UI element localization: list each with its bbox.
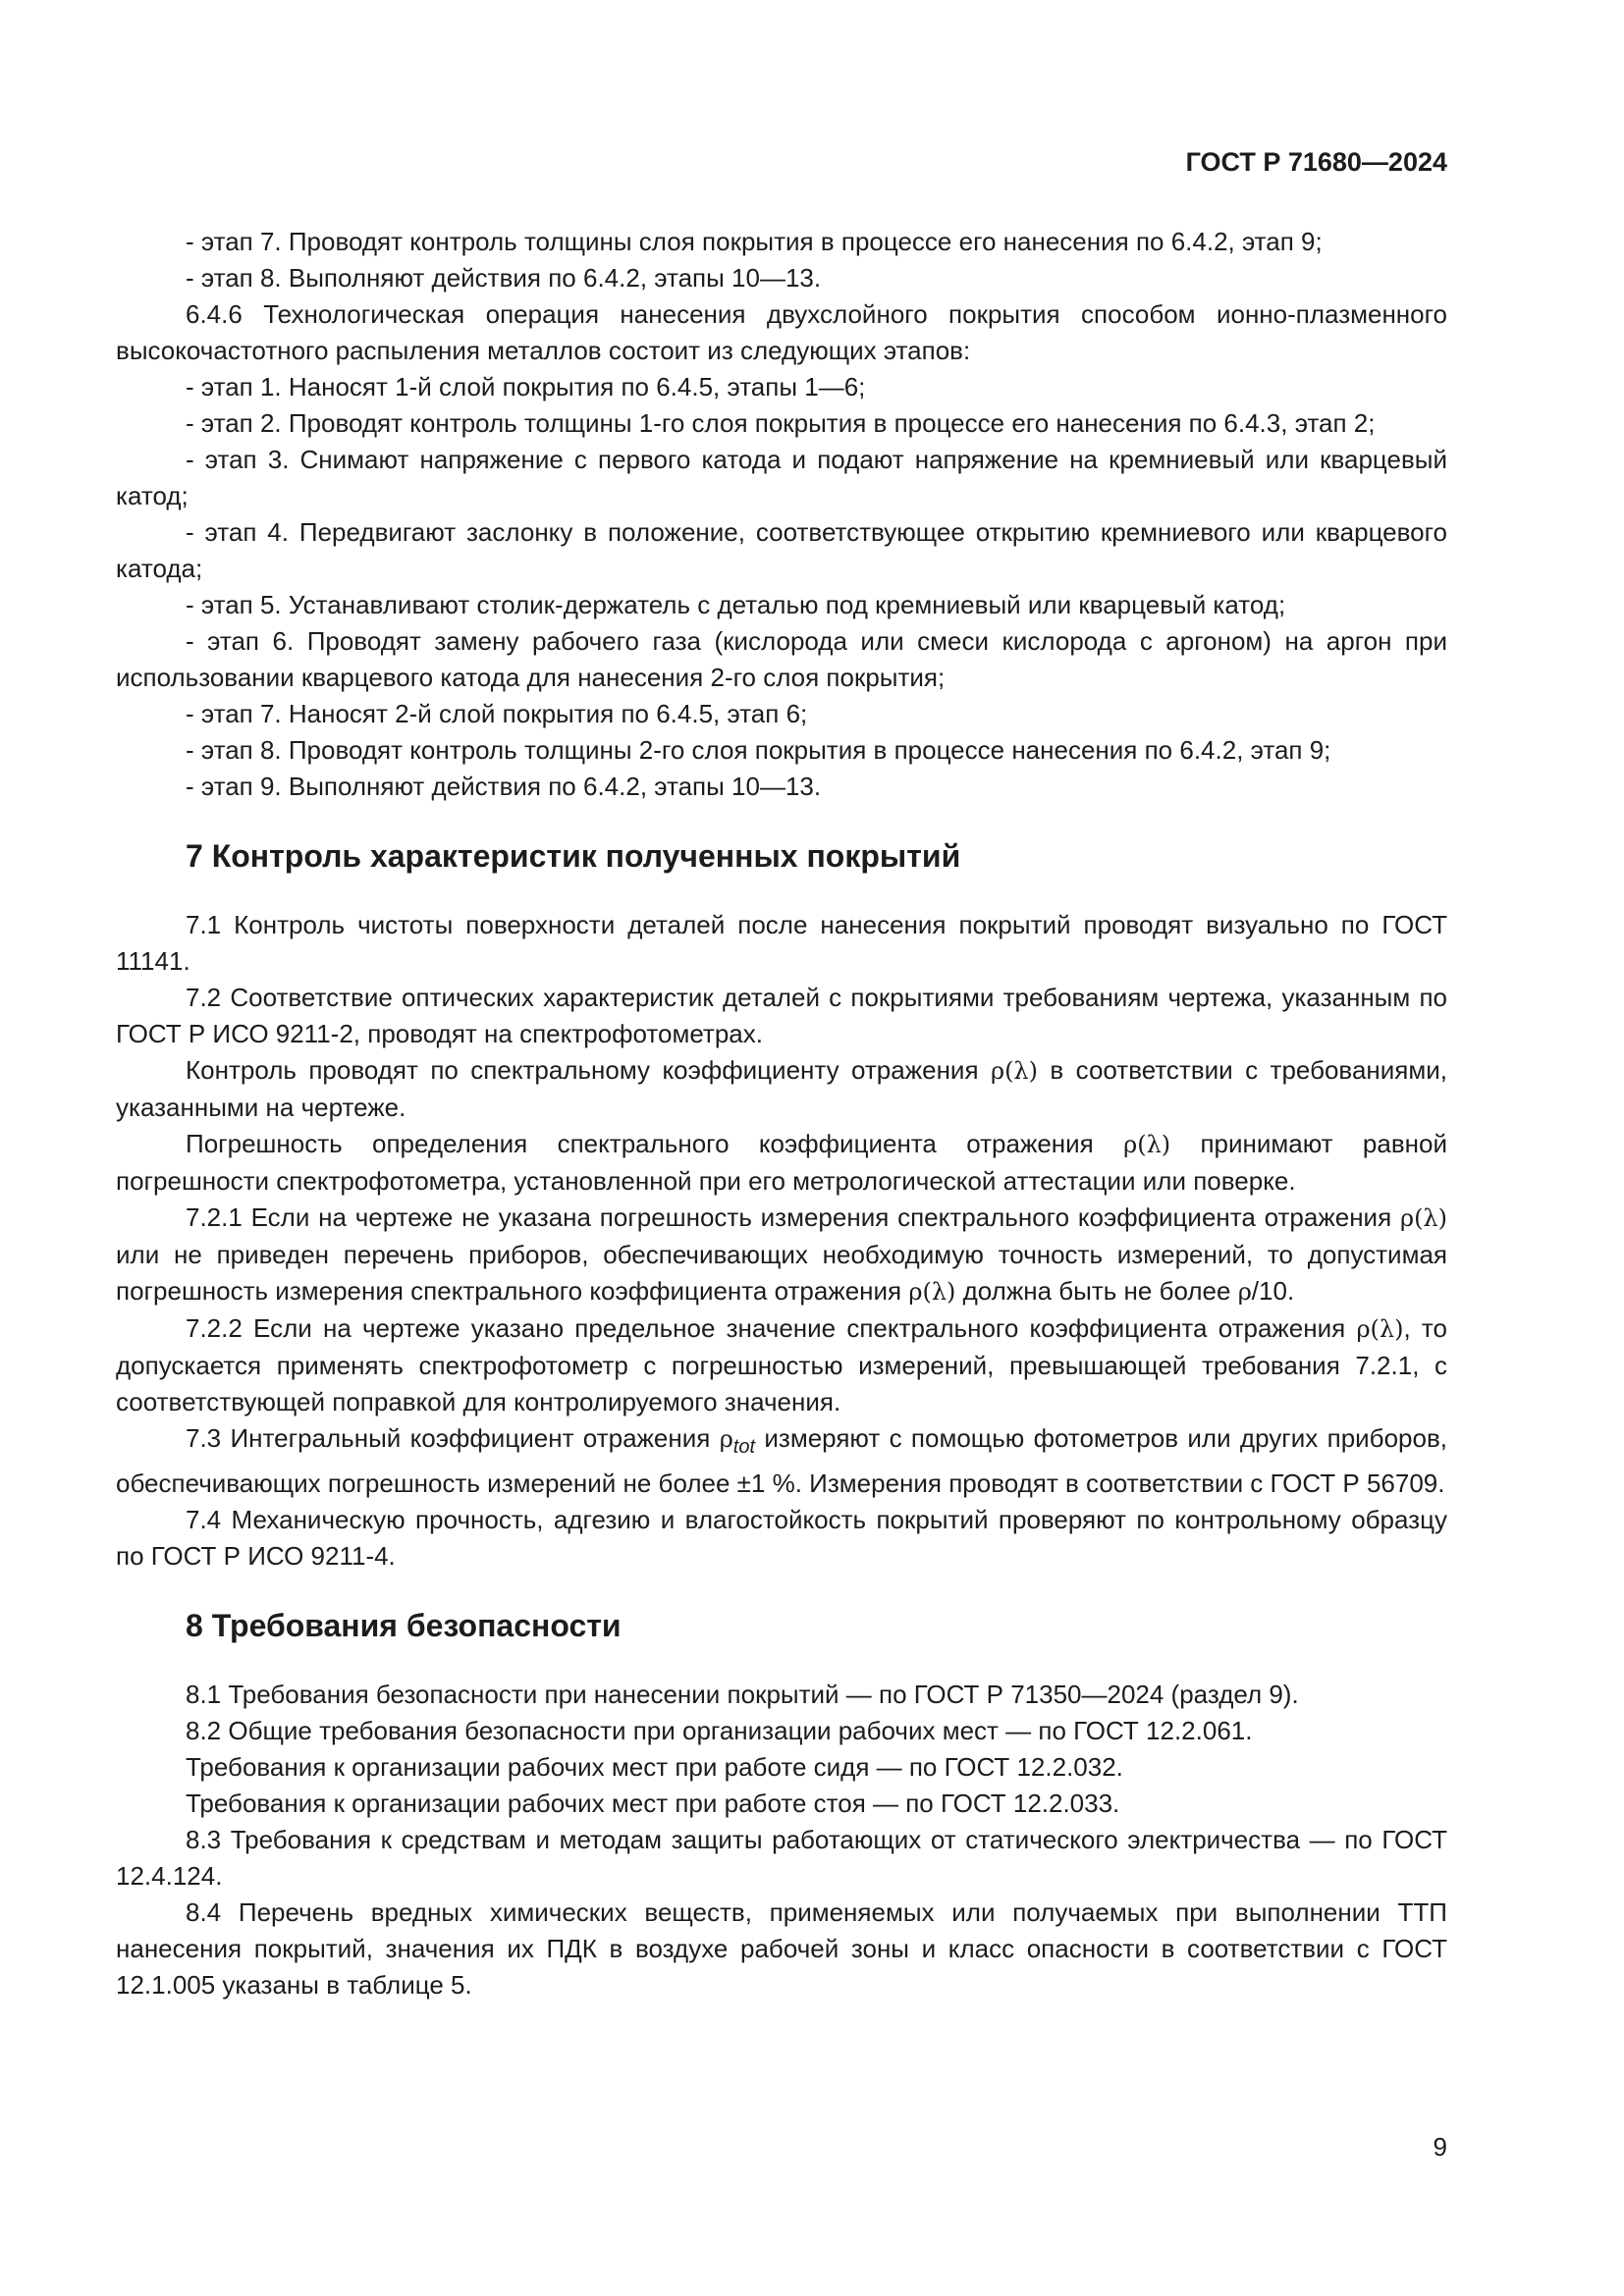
paragraph [116, 1420, 1447, 1502]
text-run: Контроль проводят по спектральному коэффициенту отражения [186, 1055, 991, 1085]
text-run: в соответствии с требованиями, указанными на чертеже. [116, 1055, 1447, 1122]
paragraph: 7.1 Контроль чистоты поверхности деталей после нанесения покрытий проводят визуально по ГОСТ 11141. [116, 910, 1447, 976]
paragraph [116, 1126, 1447, 1200]
paragraph [116, 1200, 1447, 1310]
paragraph: 8.3 Требования к средствам и методам защиты работающих от статического электричества — по ГОСТ 12.4.124. [116, 1825, 1447, 1892]
rho-symbol: ρ [719, 1425, 733, 1453]
text-run: /10. [1251, 1276, 1295, 1306]
document-id-header: ГОСТ Р 71680—2024 [1185, 147, 1447, 177]
rho-lambda-symbol: ρ(λ) [908, 1278, 956, 1306]
paragraph: - этап 1. Наносят 1-й слой покрытия по 6.4.5, этапы 1—6; [186, 372, 866, 401]
paragraph: - этап 6. Проводят замену рабочего газа (кислорода или смеси кислорода с аргоном) на аргон при использовании кварцевого катода для нанесения 2-го слоя покрытия; [116, 626, 1447, 692]
paragraph: - этап 7. Проводят контроль толщины слоя покрытия в процессе его нанесения по 6.4.2, этап 9; [186, 227, 1323, 256]
text-run: измеряют с помощью фотометров или других приборов, обеспечивающих погрешность измерений не более ±1 %. Измерения проводят в соответствии с ГОСТ Р 56709. [116, 1423, 1447, 1499]
paragraph: Требования к организации рабочих мест при работе сидя — по ГОСТ 12.2.032. [186, 1752, 1123, 1783]
paragraph: 6.4.6 Технологическая операция нанесения двухслойного покрытия способом ионно-плазменного высокочастотного распыления металлов состоит из следующих этапов: [116, 299, 1447, 365]
paragraph: 7.4 Механическую прочность, адгезию и влагостойкость покрытий проверяют по контрольному образцу по ГОСТ Р ИСО 9211-4. [116, 1505, 1447, 1572]
paragraph: - этап 4. Передвигают заслонку в положение, соответствующее открытию кремниевого или кварцевого катода; [116, 517, 1447, 583]
paragraph: Требования к организации рабочих мест при работе стоя — по ГОСТ 12.2.033. [186, 1789, 1120, 1819]
paragraph: - этап 8. Проводят контроль толщины 2-го слоя покрытия в процессе нанесения по 6.4.2, этап 9; [186, 735, 1331, 765]
text-run: или не приведен перечень приборов, обеспечивающих необходимую точность измерений, то допустимая погрешность измерения спектрального коэффициента отражения [116, 1240, 1447, 1306]
paragraph: - этап 3. Снимают напряжение с первого катода и подают напряжение на кремниевый или кварцевый катод; [116, 445, 1447, 510]
document-body [116, 224, 1447, 2003]
page-number: 9 [1433, 2132, 1447, 2162]
paragraph: - этап 2. Проводят контроль толщины 1-го слоя покрытия в процессе его нанесения по 6.4.3, этап 2; [186, 408, 1376, 438]
paragraph: - этап 5. Устанавливают столик-держатель с деталью под кремниевый или кварцевый катод; [186, 590, 1286, 619]
section-heading-7: 7 Контроль характеристик полученных покрытий [186, 838, 961, 874]
text-run: , то допускается применять спектрофотометр с погрешностью измерений, превышающей требования 7.2.1, с соответствующей поправкой для контролируемого значения. [116, 1313, 1447, 1416]
paragraph: - этап 7. Наносят 2-й слой покрытия по 6.4.5, этап 6; [186, 699, 808, 728]
paragraph: - этап 8. Выполняют действия по 6.4.2, этапы 10—13. [186, 263, 822, 293]
text-run: принимают равной погрешности спектрофотометра, установленной при его метрологической аттестации или поверке. [116, 1129, 1448, 1196]
paragraph: 8.2 Общие требования безопасности при организации рабочих мест — по ГОСТ 12.2.061. [186, 1716, 1253, 1746]
text-run: 7.3 Интегральный коэффициент отражения [186, 1423, 720, 1453]
text-run: должна быть не более [955, 1276, 1238, 1306]
rho-lambda-symbol: ρ(λ) [1123, 1131, 1171, 1158]
text-run: 7.2.1 Если на чертеже не указана погрешность измерения спектрального коэффициента отражения [186, 1202, 1400, 1232]
rho-lambda-symbol: ρ(λ) [1356, 1315, 1404, 1343]
paragraph [116, 1052, 1447, 1126]
tot-subscript: tot [732, 1436, 756, 1459]
text-run: Погрешность определения спектрального коэффициента отражения [186, 1129, 1124, 1158]
paragraph: 7.2 Соответствие оптических характеристик деталей с покрытиями требованиям чертежа, указанным по ГОСТ Р ИСО 9211-2, проводят на спектрофотометрах. [116, 983, 1447, 1048]
paragraph [116, 1310, 1447, 1420]
text-run: 7.2.2 Если на чертеже указано предельное значение спектрального коэффициента отражения [186, 1313, 1357, 1343]
rho-lambda-symbol: ρ(λ) [1399, 1204, 1447, 1232]
paragraph: 8.1 Требования безопасности при нанесении покрытий — по ГОСТ Р 71350—2024 (раздел 9). [186, 1680, 1299, 1710]
section-heading-8: 8 Требования безопасности [186, 1608, 622, 1644]
rho-symbol: ρ [1237, 1278, 1252, 1306]
paragraph: 8.4 Перечень вредных химических веществ, применяемых или получаемых при выполнении ТТП нанесения покрытий, значения их ПДК в воздухе рабочей зоны и класс опасности в соответствии с ГОСТ 12.1.005 указаны в таблице 5. [116, 1897, 1447, 2001]
rho-lambda-symbol: ρ(λ) [990, 1057, 1038, 1085]
paragraph: - этап 9. Выполняют действия по 6.4.2, этапы 10—13. [186, 772, 822, 801]
